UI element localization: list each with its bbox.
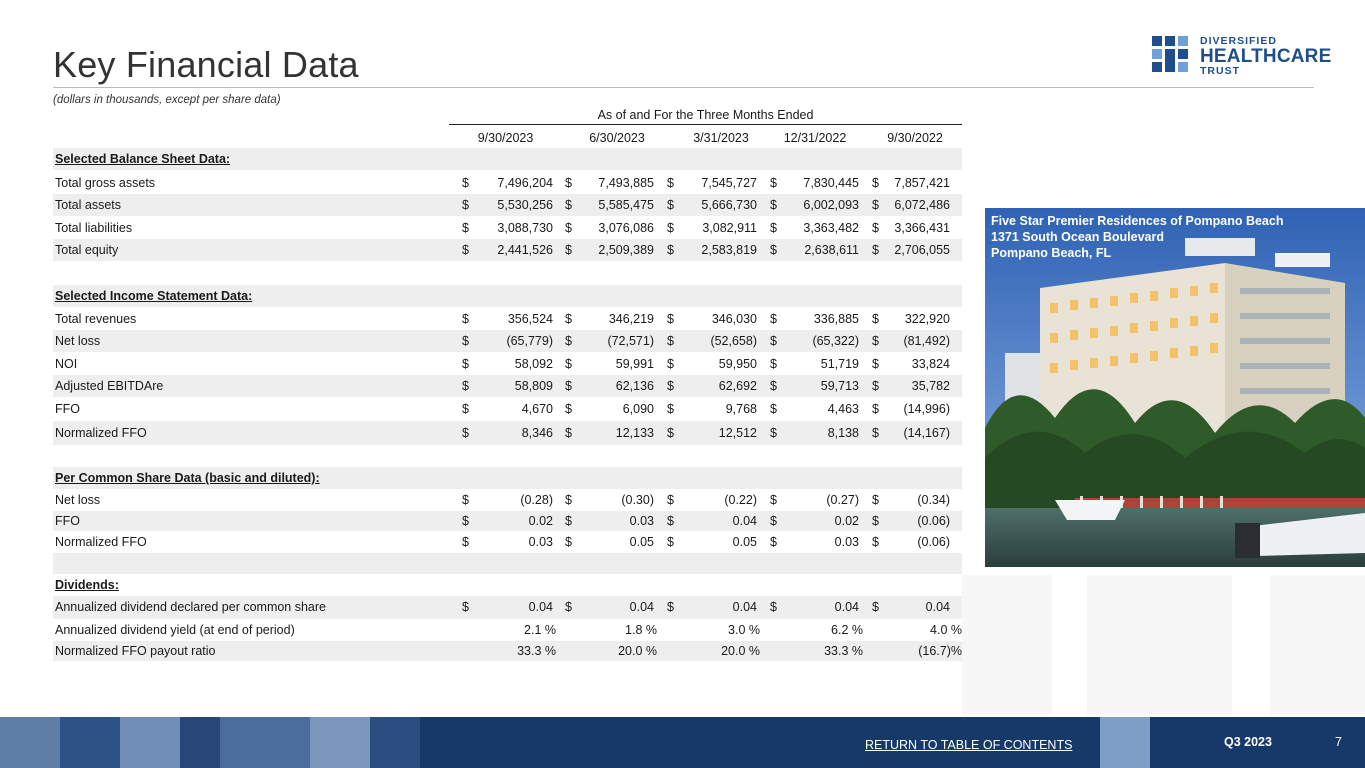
currency-symbol: $ [565,514,572,528]
currency-symbol: $ [872,600,879,614]
table-row [53,397,962,421]
cell-value: 322,920 [904,312,950,326]
currency-symbol: $ [872,198,879,212]
cell-value: 336,885 [813,312,859,326]
cell-value: 33.3 % [824,644,863,658]
page-title: Key Financial Data [53,44,359,85]
spacer-row [53,445,962,467]
cell-value: 3,366,431 [894,221,950,235]
currency-symbol: $ [770,312,777,326]
cell-value: 3,088,730 [497,221,553,235]
cell-value: 4,463 [827,402,859,416]
currency-symbol: $ [872,535,879,549]
currency-symbol: $ [770,600,777,614]
currency-symbol: $ [667,176,674,190]
cell-value: (0.06) [917,535,950,549]
cell-value: 346,030 [711,312,757,326]
cell-value: 58,092 [514,357,553,371]
column-header: 3/31/2023 [693,131,749,145]
currency-symbol: $ [770,243,777,257]
currency-symbol: $ [770,176,777,190]
currency-symbol: $ [565,402,572,416]
row-label: Normalized FFO payout ratio [55,644,216,658]
cell-value: 0.04 [732,514,757,528]
cell-value: 0.03 [528,535,553,549]
table-row [53,596,962,619]
currency-symbol: $ [462,379,469,393]
table-row [53,194,962,216]
cell-value: 7,496,204 [497,176,553,190]
column-header: 6/30/2023 [589,131,645,145]
currency-symbol: $ [770,514,777,528]
currency-symbol: $ [565,198,572,212]
table-row [53,239,962,261]
currency-symbol: $ [462,514,469,528]
currency-symbol: $ [565,334,572,348]
table-row [53,353,962,375]
currency-symbol: $ [462,312,469,326]
cell-value: 6,002,093 [803,198,859,212]
currency-symbol: $ [872,334,879,348]
table-row [53,641,962,661]
column-header: 12/31/2022 [783,131,847,145]
currency-symbol: $ [770,357,777,371]
currency-symbol: $ [667,600,674,614]
cell-value: 0.04 [732,600,757,614]
table-row [53,375,962,397]
cell-value: 0.04 [528,600,553,614]
currency-symbol: $ [462,198,469,212]
cell-value: 4.0 % [930,623,962,637]
currency-symbol: $ [462,334,469,348]
cell-value: (0.06) [917,514,950,528]
currency-symbol: $ [462,402,469,416]
section-header-row [53,285,962,307]
currency-symbol: $ [872,176,879,190]
currency-symbol: $ [770,198,777,212]
cell-value: 12,133 [615,426,654,440]
cell-value: 0.05 [732,535,757,549]
cell-value: (65,322) [812,334,859,348]
return-to-toc-link[interactable]: RETURN TO TABLE OF CONTENTS [865,738,1073,752]
cell-value: 59,950 [718,357,757,371]
cell-value: 20.0 % [721,644,760,658]
currency-symbol: $ [462,493,469,507]
currency-symbol: $ [462,357,469,371]
row-label: Total revenues [55,312,137,326]
cell-value: (14,167) [903,426,950,440]
currency-symbol: $ [872,221,879,235]
logo-text-line1: DIVERSIFIED [1200,35,1277,47]
cell-value: 8,138 [827,426,859,440]
footer-bar [0,717,1365,768]
currency-symbol: $ [770,334,777,348]
currency-symbol: $ [462,243,469,257]
cell-value: 2.1 % [524,623,556,637]
cell-value: 3,082,911 [702,221,757,235]
row-label: Total gross assets [55,176,156,190]
cell-value: 2,509,389 [598,243,654,257]
currency-symbol: $ [462,221,469,235]
cell-value: 7,830,445 [803,176,859,190]
currency-symbol: $ [565,243,572,257]
cell-value: 0.04 [629,600,654,614]
row-label: FFO [55,402,80,416]
cell-value: 0.04 [834,600,859,614]
period-heading-rule [449,124,962,125]
currency-symbol: $ [872,493,879,507]
logo-grid-icon [1152,36,1192,76]
row-label: Adjusted EBITDAre [55,379,164,393]
cell-value: (0.27) [826,493,859,507]
company-logo [1152,35,1332,77]
cell-value: 356,524 [507,312,553,326]
currency-symbol: $ [667,402,674,416]
cell-value: 0.04 [925,600,950,614]
currency-symbol: $ [872,357,879,371]
currency-symbol: $ [565,379,572,393]
table-row [53,172,962,194]
cell-value: 7,493,885 [598,176,654,190]
currency-symbol: $ [565,357,572,371]
row-label: NOI [55,357,78,371]
currency-symbol: $ [872,514,879,528]
cell-value: 9,768 [725,402,757,416]
cell-value: 6,072,486 [894,198,950,212]
logo-text-line3: TRUST [1200,65,1240,77]
currency-symbol: $ [565,312,572,326]
cell-value: 5,666,730 [701,198,757,212]
currency-symbol: $ [565,535,572,549]
cell-value: (0.28) [520,493,553,507]
currency-symbol: $ [462,600,469,614]
property-photo-image [985,208,1365,567]
currency-symbol: $ [770,493,777,507]
section-title: Selected Income Statement Data: [55,289,253,303]
currency-symbol: $ [872,312,879,326]
cell-value: 2,583,819 [701,243,757,257]
cell-value: 20.0 % [618,644,657,658]
currency-symbol: $ [872,243,879,257]
cell-value: 12,512 [718,426,757,440]
currency-symbol: $ [667,334,674,348]
currency-symbol: $ [667,221,674,235]
currency-symbol: $ [872,426,879,440]
row-label: Annualized dividend declared per common share [55,600,326,614]
currency-symbol: $ [770,379,777,393]
column-header: 9/30/2023 [477,131,534,145]
currency-symbol: $ [462,535,469,549]
currency-symbol: $ [770,426,777,440]
cell-value: 0.02 [528,514,553,528]
currency-symbol: $ [667,198,674,212]
cell-value: (14,996) [903,402,950,416]
title-divider [53,87,1314,88]
cell-value: 3,076,086 [598,221,654,235]
cell-value: 33,824 [911,357,950,371]
currency-symbol: $ [462,426,469,440]
cell-value: 51,719 [820,357,859,371]
background-ghost [1270,575,1365,715]
photo-caption-address: 1371 South Ocean Boulevard [991,230,1164,244]
cell-value: 62,136 [615,379,654,393]
cell-value: (0.22) [724,493,757,507]
currency-symbol: $ [565,426,572,440]
period-heading: As of and For the Three Months Ended [597,108,814,122]
background-ghost [1087,575,1232,715]
currency-symbol: $ [565,176,572,190]
spacer-row [53,262,962,284]
background-ghost [962,575,1052,715]
section-title: Dividends: [55,578,119,592]
photo-caption-city: Pompano Beach, FL [991,246,1112,260]
currency-symbol: $ [770,221,777,235]
table-row [53,217,962,239]
currency-symbol: $ [565,493,572,507]
cell-value: (16.7)% [918,644,962,658]
currency-symbol: $ [770,402,777,416]
cell-value: 7,857,421 [894,176,950,190]
section-title: Selected Balance Sheet Data: [55,152,231,166]
row-label: Net loss [55,334,101,348]
currency-symbol: $ [667,535,674,549]
cell-value: 59,713 [820,379,859,393]
cell-value: 0.05 [629,535,654,549]
currency-symbol: $ [667,426,674,440]
column-header: 9/30/2022 [887,131,943,145]
table-row [53,330,962,352]
cell-value: 62,692 [718,379,757,393]
currency-symbol: $ [565,600,572,614]
property-photo [985,208,1365,567]
row-label: Net loss [55,493,101,507]
cell-value: (65,779) [506,334,553,348]
cell-value: 2,441,526 [497,243,553,257]
page-number: 7 [1335,735,1342,749]
currency-symbol: $ [667,312,674,326]
cell-value: 0.03 [629,514,654,528]
table-row [53,421,962,445]
cell-value: 33.3 % [517,644,556,658]
cell-value: 7,545,727 [701,176,757,190]
cell-value: (72,571) [607,334,654,348]
currency-symbol: $ [667,514,674,528]
currency-symbol: $ [565,221,572,235]
photo-caption-name: Five Star Premier Residences of Pompano Beach [991,214,1284,228]
cell-value: (0.30) [621,493,654,507]
cell-value: 4,670 [521,402,553,416]
cell-value: 6,090 [622,402,654,416]
cell-value: 8,346 [521,426,553,440]
row-label: Normalized FFO [55,535,147,549]
currency-symbol: $ [462,176,469,190]
row-label: FFO [55,514,80,528]
row-label: Total assets [55,198,122,212]
logo-text-line2: HEALTHCARE [1200,46,1332,67]
table-row [53,489,962,511]
row-label: Total liabilities [55,221,133,235]
page-subtitle: (dollars in thousands, except per share data) [53,94,281,106]
cell-value: 2,638,611 [804,243,859,257]
cell-value: 5,530,256 [497,198,553,212]
table-row [53,511,962,531]
cell-value: 0.03 [834,535,859,549]
cell-value: 35,782 [911,379,950,393]
currency-symbol: $ [872,379,879,393]
cell-value: 5,585,475 [598,198,654,212]
cell-value: 0.02 [834,514,859,528]
currency-symbol: $ [667,493,674,507]
cell-value: (81,492) [903,334,950,348]
cell-value: 1.8 % [625,623,657,637]
row-label: Total equity [55,243,119,257]
currency-symbol: $ [770,535,777,549]
section-header-row [53,467,962,489]
currency-symbol: $ [872,402,879,416]
cell-value: 6.2 % [831,623,863,637]
cell-value: (0.34) [917,493,950,507]
currency-symbol: $ [667,243,674,257]
row-label: Annualized dividend yield (at end of period) [55,623,295,637]
table-row [53,619,962,641]
section-header-row [53,148,962,170]
currency-symbol: $ [667,379,674,393]
footer-quarter: Q3 2023 [1224,735,1272,749]
cell-value: 59,991 [615,357,654,371]
table-row [53,531,962,553]
spacer-row [53,553,962,574]
cell-value: 3,363,482 [803,221,859,235]
cell-value: 2,706,055 [894,243,950,257]
section-title: Per Common Share Data (basic and diluted): [55,471,320,485]
table-row [53,308,962,330]
cell-value: 58,809 [514,379,553,393]
cell-value: 346,219 [608,312,654,326]
row-label: Normalized FFO [55,426,147,440]
section-header-row [53,574,962,596]
cell-value: (52,658) [710,334,757,348]
currency-symbol: $ [667,357,674,371]
cell-value: 3.0 % [728,623,760,637]
